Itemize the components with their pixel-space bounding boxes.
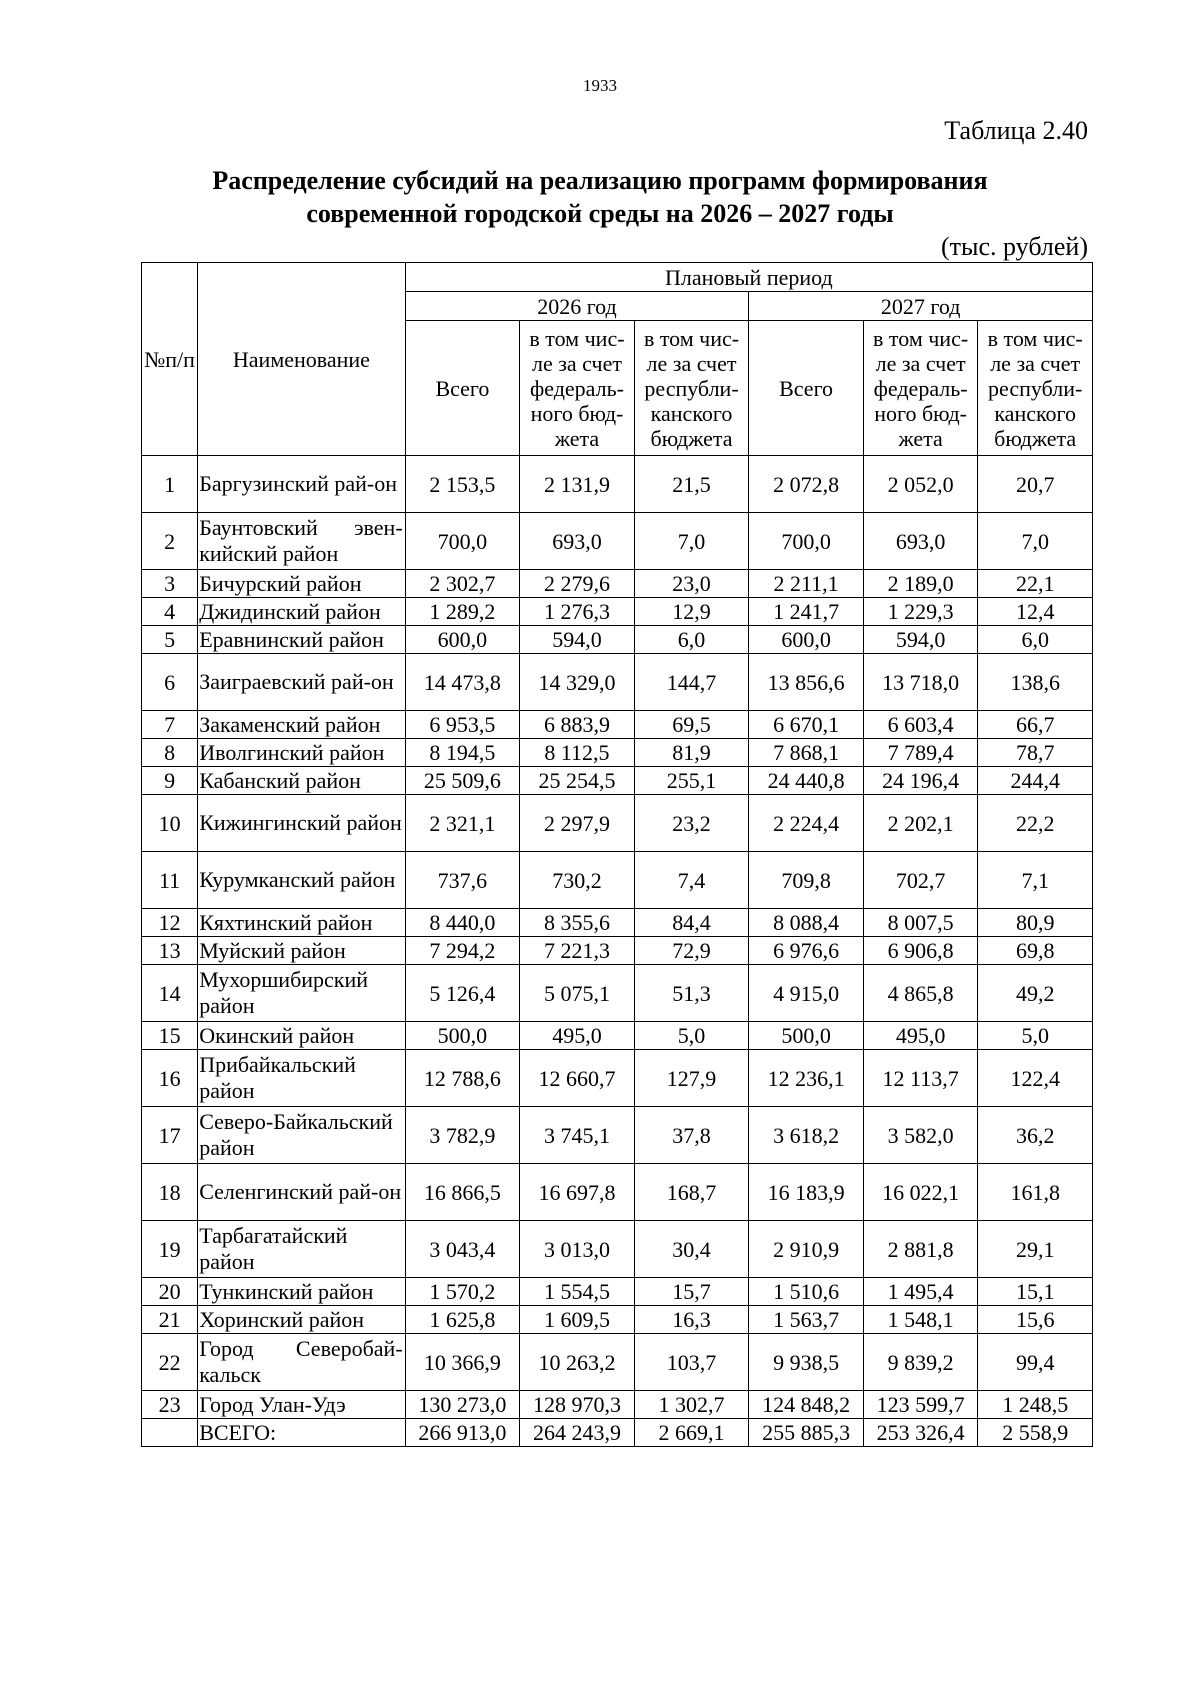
value-2026-total: 2 302,7 [405,570,520,598]
value-2027-total: 255 885,3 [749,1419,864,1447]
district-name: Иволгинский район [198,739,405,767]
value-2027-republic: 15,6 [978,1306,1093,1334]
table-row [142,456,1093,513]
table-row [142,909,1093,937]
header-year-2027: 2027 год [749,292,1093,321]
row-number: 16 [142,1050,198,1107]
district-name: Тарбагатайский район [198,1221,405,1278]
row-number: 19 [142,1221,198,1278]
header-2027-republic: в том чис-ле за счет республи-канского бюджета [978,321,1093,456]
value-2027-total: 9 938,5 [749,1334,864,1391]
header-2026-republic: в том чис-ле за счет республи-канского бюджета [634,321,749,456]
header-2027-federal: в том чис-ле за счет федераль-ного бюд-жета [863,321,978,456]
value-2026-total: 266 913,0 [405,1419,520,1447]
table-row [142,626,1093,654]
value-2026-federal: 25 254,5 [520,767,635,795]
header-2027-total: Всего [749,321,864,456]
value-2027-total: 2 224,4 [749,795,864,852]
value-2026-total: 737,6 [405,852,520,909]
row-number: 22 [142,1334,198,1391]
value-2026-federal: 2 297,9 [520,795,635,852]
district-name: Джидинский район [198,598,405,626]
table-row [142,937,1093,965]
value-2027-federal: 123 599,7 [863,1391,978,1419]
value-2026-republic: 255,1 [634,767,749,795]
value-2027-republic: 2 558,9 [978,1419,1093,1447]
table-row [142,1221,1093,1278]
table-row [142,1306,1093,1334]
value-2027-total: 1 241,7 [749,598,864,626]
value-2027-federal: 495,0 [863,1022,978,1050]
value-2027-total: 3 618,2 [749,1107,864,1164]
value-2026-republic: 103,7 [634,1334,749,1391]
value-2027-total: 124 848,2 [749,1391,864,1419]
value-2027-republic: 80,9 [978,909,1093,937]
row-number: 23 [142,1391,198,1419]
value-2027-republic: 69,8 [978,937,1093,965]
row-number: 11 [142,852,198,909]
row-number: 8 [142,739,198,767]
district-name: Город Улан-Удэ [198,1391,405,1419]
value-2027-republic: 5,0 [978,1022,1093,1050]
value-2027-republic: 7,0 [978,513,1093,570]
district-name: Мухоршибирский район [198,965,405,1022]
header-2026-total: Всего [405,321,520,456]
value-2026-republic: 72,9 [634,937,749,965]
district-name: Еравнинский район [198,626,405,654]
value-2027-federal: 7 789,4 [863,739,978,767]
value-2027-republic: 7,1 [978,852,1093,909]
value-2027-federal: 12 113,7 [863,1050,978,1107]
value-2026-republic: 21,5 [634,456,749,513]
district-name: Тункинский район [198,1278,405,1306]
row-number: 4 [142,598,198,626]
value-2027-total: 700,0 [749,513,864,570]
district-name: Курумканский район [198,852,405,909]
value-2026-federal: 12 660,7 [520,1050,635,1107]
value-2026-federal: 1 554,5 [520,1278,635,1306]
value-2027-republic: 20,7 [978,456,1093,513]
table-row [142,654,1093,711]
header-year-2026: 2026 год [405,292,749,321]
district-name: Селенгинский рай-он [198,1164,405,1221]
value-2027-total: 8 088,4 [749,909,864,937]
value-2027-federal: 9 839,2 [863,1334,978,1391]
table-row [142,1391,1093,1419]
district-name: Бичурский район [198,570,405,598]
value-2027-republic: 78,7 [978,739,1093,767]
value-2027-republic: 22,1 [978,570,1093,598]
header-name: Наименование [198,263,405,456]
value-2027-federal: 594,0 [863,626,978,654]
value-2027-total: 13 856,6 [749,654,864,711]
table-row [142,1164,1093,1221]
value-2026-federal: 7 221,3 [520,937,635,965]
value-2026-total: 500,0 [405,1022,520,1050]
value-2026-total: 600,0 [405,626,520,654]
value-2026-republic: 127,9 [634,1050,749,1107]
district-name: Хоринский район [198,1306,405,1334]
table-row [142,711,1093,739]
value-2027-total: 709,8 [749,852,864,909]
row-number: 1 [142,456,198,513]
value-2027-federal: 4 865,8 [863,965,978,1022]
table-row [142,965,1093,1022]
value-2027-total: 24 440,8 [749,767,864,795]
value-2027-total: 1 510,6 [749,1278,864,1306]
table-row [142,1050,1093,1107]
value-2027-republic: 49,2 [978,965,1093,1022]
value-2027-republic: 244,4 [978,767,1093,795]
value-2026-republic: 168,7 [634,1164,749,1221]
row-number [142,1419,198,1447]
table-row [142,1334,1093,1391]
value-2026-total: 10 366,9 [405,1334,520,1391]
value-2027-federal: 1 229,3 [863,598,978,626]
district-name: Баргузинский рай-он [198,456,405,513]
table-row [142,739,1093,767]
row-number: 13 [142,937,198,965]
table-row [142,767,1093,795]
table-row [142,1278,1093,1306]
district-name: Северо-Байкальский район [198,1107,405,1164]
row-number: 3 [142,570,198,598]
value-2026-republic: 144,7 [634,654,749,711]
value-2027-federal: 702,7 [863,852,978,909]
table-row [142,795,1093,852]
table-row [142,570,1093,598]
row-number: 18 [142,1164,198,1221]
value-2026-republic: 7,0 [634,513,749,570]
value-2026-total: 16 866,5 [405,1164,520,1221]
value-2026-total: 700,0 [405,513,520,570]
value-2026-total: 1 625,8 [405,1306,520,1334]
value-2026-republic: 37,8 [634,1107,749,1164]
value-2026-total: 8 440,0 [405,909,520,937]
value-2026-federal: 8 112,5 [520,739,635,767]
title-line-2: современной городской среды на 2026 – 2027 годы [306,199,894,228]
value-2027-federal: 2 202,1 [863,795,978,852]
value-2026-republic: 81,9 [634,739,749,767]
table-row [142,598,1093,626]
value-2026-federal: 16 697,8 [520,1164,635,1221]
value-2026-total: 8 194,5 [405,739,520,767]
value-2026-federal: 14 329,0 [520,654,635,711]
units-label: (тыс. рублей) [940,232,1088,261]
value-2027-total: 4 915,0 [749,965,864,1022]
table-row [142,1107,1093,1164]
table-row [142,852,1093,909]
value-2026-total: 1 570,2 [405,1278,520,1306]
value-2027-republic: 12,4 [978,598,1093,626]
value-2027-total: 6 976,6 [749,937,864,965]
district-name: Прибайкальский район [198,1050,405,1107]
value-2026-federal: 1 276,3 [520,598,635,626]
value-2027-federal: 693,0 [863,513,978,570]
district-name: Город Северобай-кальск [198,1334,405,1391]
value-2026-federal: 264 243,9 [520,1419,635,1447]
row-number: 20 [142,1278,198,1306]
district-name: Кяхтинский район [198,909,405,937]
value-2027-republic: 1 248,5 [978,1391,1093,1419]
value-2026-federal: 495,0 [520,1022,635,1050]
total-row [142,1419,1093,1447]
value-2027-republic: 161,8 [978,1164,1093,1221]
subsidies-table [141,262,1093,1447]
page-number: 1933 [583,76,617,95]
value-2026-federal: 2 131,9 [520,456,635,513]
value-2026-republic: 12,9 [634,598,749,626]
value-2026-republic: 15,7 [634,1278,749,1306]
value-2026-federal: 594,0 [520,626,635,654]
district-name: Заиграевский рай-он [198,654,405,711]
value-2026-total: 2 321,1 [405,795,520,852]
value-2026-republic: 7,4 [634,852,749,909]
value-2027-republic: 36,2 [978,1107,1093,1164]
header-2026-federal: в том чис-ле за счет федераль-ного бюд-жета [520,321,635,456]
row-number: 15 [142,1022,198,1050]
value-2026-federal: 128 970,3 [520,1391,635,1419]
value-2026-total: 25 509,6 [405,767,520,795]
header-num: №п/п [142,263,198,456]
value-2027-total: 6 670,1 [749,711,864,739]
value-2027-republic: 138,6 [978,654,1093,711]
value-2026-total: 7 294,2 [405,937,520,965]
row-number: 7 [142,711,198,739]
value-2026-republic: 2 669,1 [634,1419,749,1447]
value-2027-federal: 1 548,1 [863,1306,978,1334]
row-number: 21 [142,1306,198,1334]
value-2026-republic: 5,0 [634,1022,749,1050]
value-2026-federal: 730,2 [520,852,635,909]
district-name: Кабанский район [198,767,405,795]
district-name: Окинский район [198,1022,405,1050]
value-2026-republic: 6,0 [634,626,749,654]
value-2027-total: 16 183,9 [749,1164,864,1221]
value-2026-total: 6 953,5 [405,711,520,739]
value-2026-total: 1 289,2 [405,598,520,626]
row-number: 12 [142,909,198,937]
table-number: Таблица 2.40 [944,116,1088,145]
value-2027-federal: 6 603,4 [863,711,978,739]
value-2026-republic: 84,4 [634,909,749,937]
value-2026-federal: 3 745,1 [520,1107,635,1164]
value-2027-federal: 2 881,8 [863,1221,978,1278]
value-2026-total: 12 788,6 [405,1050,520,1107]
value-2026-federal: 693,0 [520,513,635,570]
value-2026-republic: 23,0 [634,570,749,598]
value-2027-republic: 15,1 [978,1278,1093,1306]
value-2026-federal: 6 883,9 [520,711,635,739]
value-2026-total: 5 126,4 [405,965,520,1022]
value-2027-federal: 6 906,8 [863,937,978,965]
value-2027-federal: 13 718,0 [863,654,978,711]
document-title [150,164,1050,230]
value-2027-total: 12 236,1 [749,1050,864,1107]
header-row-period [142,263,1093,292]
row-number: 2 [142,513,198,570]
value-2026-total: 130 273,0 [405,1391,520,1419]
value-2027-total: 2 072,8 [749,456,864,513]
value-2026-total: 3 782,9 [405,1107,520,1164]
title-line-1: Распределение субсидий на реализацию программ формирования [212,166,988,195]
district-name: Баунтовский эвен-кийский район [198,513,405,570]
value-2027-total: 2 211,1 [749,570,864,598]
value-2027-federal: 253 326,4 [863,1419,978,1447]
district-name: ВСЕГО: [198,1419,405,1447]
value-2027-republic: 122,4 [978,1050,1093,1107]
row-number: 17 [142,1107,198,1164]
district-name: Кижингинский район [198,795,405,852]
value-2027-total: 7 868,1 [749,739,864,767]
value-2026-republic: 1 302,7 [634,1391,749,1419]
value-2027-republic: 22,2 [978,795,1093,852]
value-2026-federal: 5 075,1 [520,965,635,1022]
value-2027-federal: 3 582,0 [863,1107,978,1164]
value-2026-republic: 30,4 [634,1221,749,1278]
row-number: 14 [142,965,198,1022]
value-2027-federal: 8 007,5 [863,909,978,937]
value-2026-republic: 16,3 [634,1306,749,1334]
table-row [142,1022,1093,1050]
value-2026-federal: 10 263,2 [520,1334,635,1391]
value-2027-republic: 6,0 [978,626,1093,654]
row-number: 5 [142,626,198,654]
value-2027-federal: 24 196,4 [863,767,978,795]
value-2026-total: 3 043,4 [405,1221,520,1278]
value-2026-total: 14 473,8 [405,654,520,711]
table-row [142,513,1093,570]
value-2026-republic: 51,3 [634,965,749,1022]
value-2027-total: 2 910,9 [749,1221,864,1278]
value-2027-republic: 66,7 [978,711,1093,739]
value-2026-federal: 1 609,5 [520,1306,635,1334]
value-2026-republic: 23,2 [634,795,749,852]
value-2026-federal: 3 013,0 [520,1221,635,1278]
value-2026-federal: 8 355,6 [520,909,635,937]
value-2026-republic: 69,5 [634,711,749,739]
value-2027-federal: 2 189,0 [863,570,978,598]
row-number: 9 [142,767,198,795]
value-2027-total: 500,0 [749,1022,864,1050]
value-2027-federal: 2 052,0 [863,456,978,513]
row-number: 10 [142,795,198,852]
value-2026-federal: 2 279,6 [520,570,635,598]
value-2027-total: 600,0 [749,626,864,654]
value-2027-federal: 1 495,4 [863,1278,978,1306]
row-number: 6 [142,654,198,711]
district-name: Муйский район [198,937,405,965]
value-2027-republic: 99,4 [978,1334,1093,1391]
header-planned-period: Плановый период [405,263,1092,292]
value-2026-total: 2 153,5 [405,456,520,513]
table-body [142,456,1093,1447]
district-name: Закаменский район [198,711,405,739]
value-2027-republic: 29,1 [978,1221,1093,1278]
value-2027-federal: 16 022,1 [863,1164,978,1221]
value-2027-total: 1 563,7 [749,1306,864,1334]
